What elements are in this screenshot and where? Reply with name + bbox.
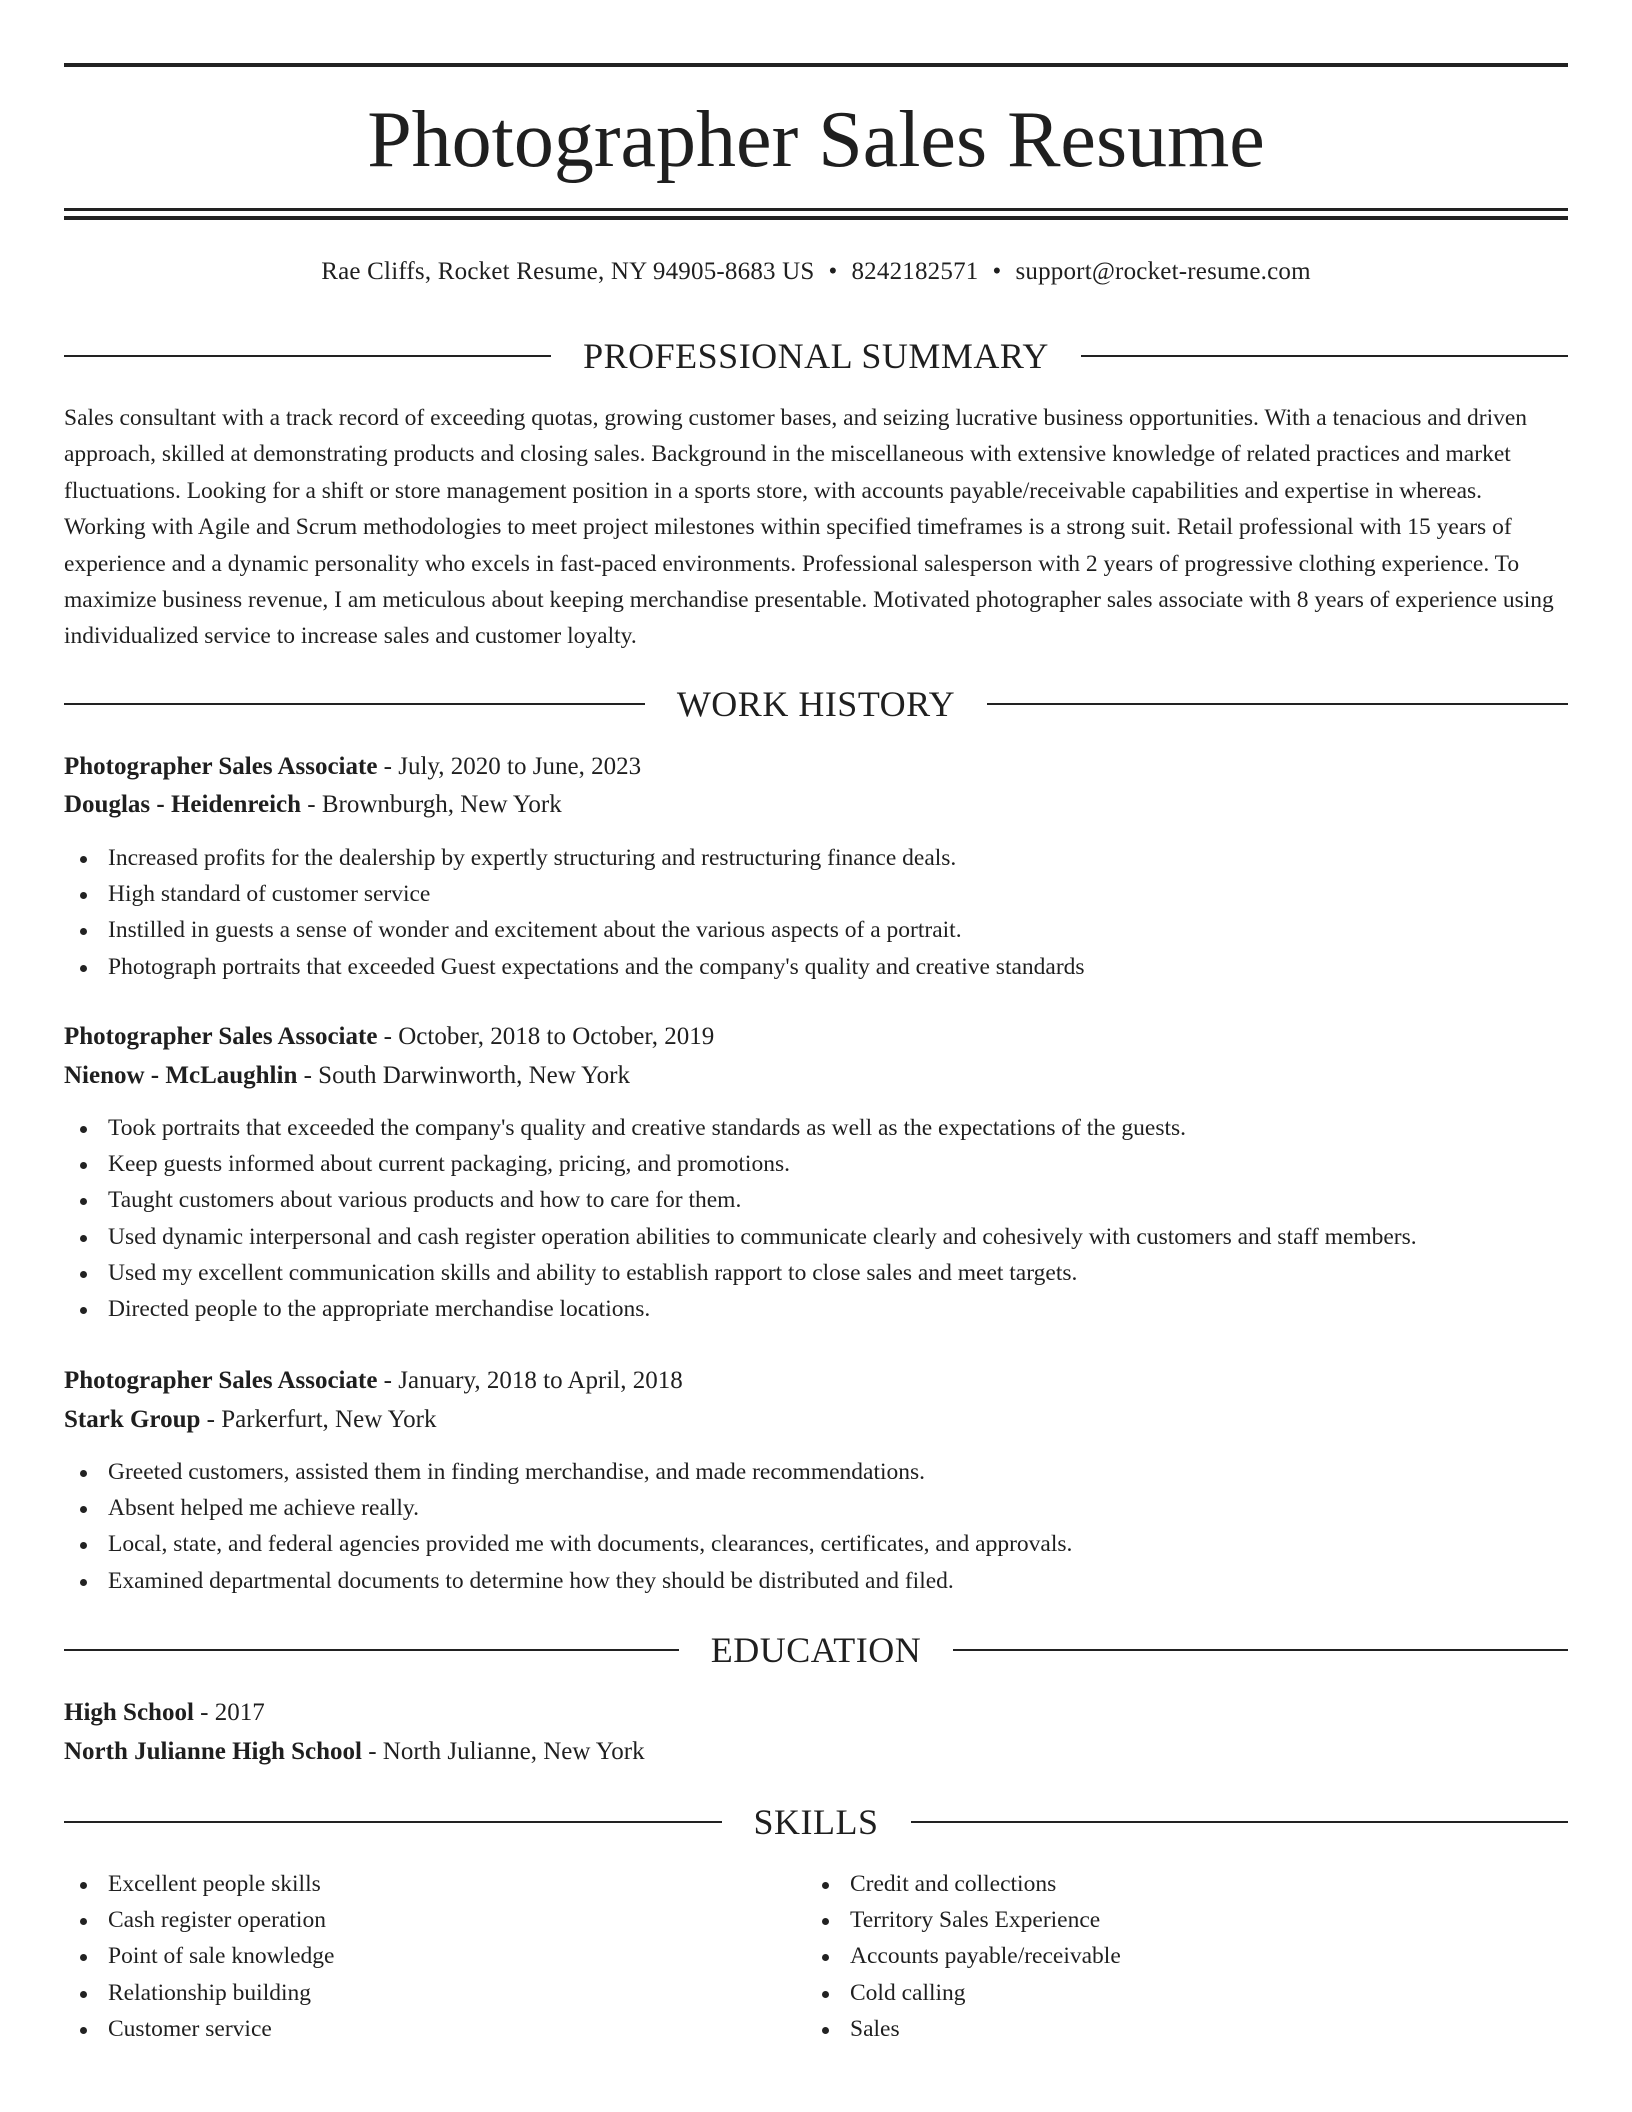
list-item: Absent helped me achieve really. (64, 1490, 1568, 1526)
job-company: Douglas - Heidenreich (64, 791, 302, 818)
list-item: Local, state, and federal agencies provided me with documents, clearances, certificates, and approvals. (64, 1526, 1568, 1562)
top-divider (64, 63, 1568, 67)
job-company: Nienow - McLaughlin (64, 1062, 298, 1089)
section-rule (64, 1649, 679, 1651)
skill-item: Accounts payable/receivable (806, 1938, 1568, 1974)
job-company-line (64, 1404, 1568, 1436)
skills-columns (64, 1866, 1568, 2047)
contact-separator: • (828, 258, 838, 285)
job-bullets (64, 840, 1568, 985)
list-item: Used dynamic interpersonal and cash register operation abilities to communicate clearly and cohesively with customers and staff members. (64, 1219, 1568, 1255)
list-item: Took portraits that exceeded the company's quality and creative standards as well as the expectations of the guests. (64, 1110, 1568, 1146)
section-title: PROFESSIONAL SUMMARY (583, 336, 1049, 376)
summary-paragraph: Sales consultant with a track record of exceeding quotas, growing customer bases, and seizing lucrative business opportunities. With a tenacious and driven approach, skilled at demonstrating products and closing sales. Background in the miscellaneous with extensive knowledge of related practices and market fluctuations. Looking for a shift or store management position in a sports store, with accounts payable/receivable capabilities and expertise in whereas. Working with Agile and Scrum methodologies to meet project milestones within specified timeframes is a strong suit. Retail professional with 15 years of experience and a dynamic personality who excels in fast-paced environments. Professional salesperson with 2 years of progressive clothing experience. To maximize business revenue, I am meticulous about keeping merchandise presentable. Motivated photographer sales associate with 8 years of experience using individualized service to increase sales and customer loyalty. (64, 405, 1554, 650)
section-rule (987, 703, 1568, 705)
job-bullets (64, 1454, 1568, 1599)
job-company-line (64, 789, 1568, 821)
resume-title: Photographer Sales Resume (367, 96, 1265, 184)
skill-item: Sales (806, 2011, 1568, 2047)
contact-phone: 8242182571 (851, 258, 979, 285)
section-rule (64, 1821, 722, 1823)
education-school-line (64, 1736, 1568, 1768)
skill-item: Territory Sales Experience (806, 1902, 1568, 1938)
list-item: Photograph portraits that exceeded Guest expectations and the company's quality and creative standards (64, 949, 1568, 985)
section-header-education (64, 1630, 1568, 1670)
list-item: Taught customers about various products and how to care for them. (64, 1182, 1568, 1218)
job-title: Photographer Sales Associate (64, 1023, 378, 1050)
contact-email: support@rocket-resume.com (1015, 258, 1311, 285)
section-rule (1081, 355, 1568, 357)
job-title-line (64, 1021, 1568, 1053)
skill-item: Relationship building (64, 1975, 806, 2011)
skill-item: Cash register operation (64, 1902, 806, 1938)
job-title-line (64, 751, 1568, 783)
skill-item: Excellent people skills (64, 1866, 806, 1902)
skill-item: Customer service (64, 2011, 806, 2047)
title-double-divider (64, 208, 1568, 220)
section-title: WORK HISTORY (676, 684, 956, 724)
skills-list-right (806, 1866, 1568, 2047)
skills-list-left (64, 1866, 806, 2047)
section-title: EDUCATION (710, 1630, 922, 1670)
list-item: High standard of customer service (64, 876, 1568, 912)
list-item: Greeted customers, assisted them in finding merchandise, and made recommendations. (64, 1454, 1568, 1490)
education-degree-line (64, 1697, 1568, 1729)
skill-item: Credit and collections (806, 1866, 1568, 1902)
section-rule (953, 1649, 1568, 1651)
job-title-line (64, 1365, 1568, 1397)
section-rule (64, 703, 645, 705)
job-dates: - October, 2018 to October, 2019 (377, 1023, 715, 1050)
job-dates: - January, 2018 to April, 2018 (377, 1367, 683, 1394)
list-item: Examined departmental documents to determine how they should be distributed and filed. (64, 1563, 1568, 1599)
section-header-work-history (64, 684, 1568, 724)
section-rule (64, 355, 551, 357)
list-item: Instilled in guests a sense of wonder and excitement about the various aspects of a portrait. (64, 912, 1568, 948)
contact-address: Rae Cliffs, Rocket Resume, NY 94905-8683 US (321, 258, 815, 285)
job-title: Photographer Sales Associate (64, 1367, 378, 1394)
list-item: Used my excellent communication skills and ability to establish rapport to close sales and meet targets. (64, 1255, 1568, 1291)
contact-separator: • (992, 258, 1002, 285)
job-location: - Parkerfurt, New York (200, 1406, 437, 1433)
list-item: Directed people to the appropriate merchandise locations. (64, 1291, 1568, 1327)
education-school: North Julianne High School (64, 1738, 362, 1765)
job-title: Photographer Sales Associate (64, 753, 378, 780)
job-company-line (64, 1060, 1568, 1092)
skill-item: Cold calling (806, 1975, 1568, 2011)
list-item: Keep guests informed about current packaging, pricing, and promotions. (64, 1146, 1568, 1182)
education-location: - North Julianne, New York (361, 1738, 645, 1765)
job-location: - Brownburgh, New York (301, 791, 562, 818)
section-header-summary (64, 336, 1568, 376)
skill-item: Point of sale knowledge (64, 1938, 806, 1974)
job-dates: - July, 2020 to June, 2023 (377, 753, 642, 780)
contact-line (64, 256, 1568, 288)
list-item: Increased profits for the dealership by expertly structuring and restructuring finance deals. (64, 840, 1568, 876)
job-bullets (64, 1110, 1568, 1327)
job-location: - South Darwinworth, New York (297, 1062, 630, 1089)
section-title: SKILLS (753, 1802, 879, 1842)
job-company: Stark Group (64, 1406, 201, 1433)
education-year: - 2017 (193, 1699, 265, 1726)
education-degree: High School (64, 1699, 194, 1726)
section-header-skills (64, 1802, 1568, 1842)
section-rule (911, 1821, 1569, 1823)
